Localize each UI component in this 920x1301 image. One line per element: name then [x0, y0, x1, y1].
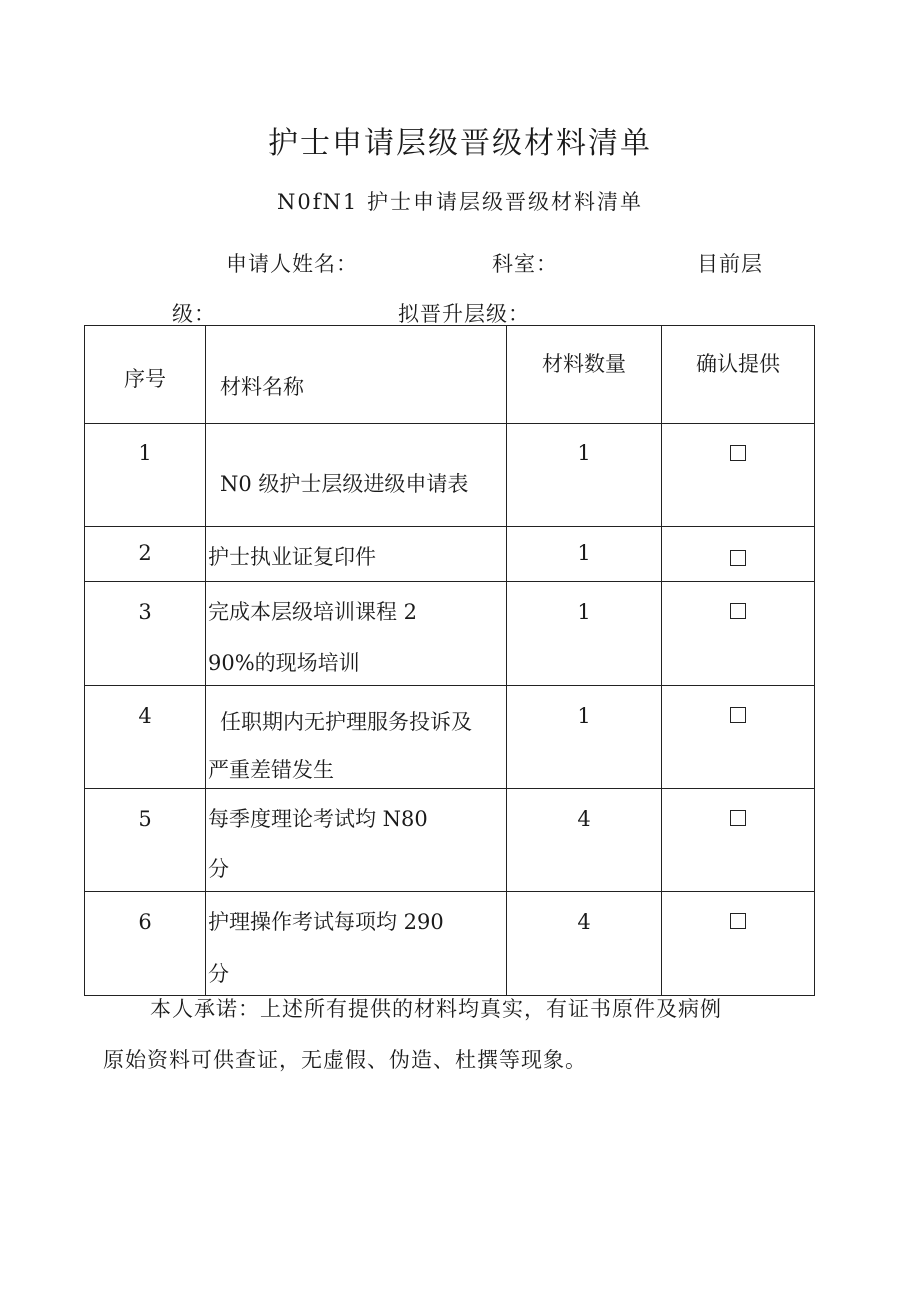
- row-qty: 1: [577, 704, 591, 728]
- table-row: [85, 424, 815, 527]
- table-row: [85, 892, 815, 996]
- table-row: [85, 527, 815, 582]
- row-qty-cell: [507, 686, 662, 789]
- row-no-cell: [85, 582, 206, 686]
- confirm-checkbox[interactable]: [730, 445, 746, 461]
- row-qty: 1: [577, 541, 591, 565]
- header-cell-name: [206, 326, 507, 424]
- row-confirm-cell: [662, 582, 815, 686]
- row-name-cell: [206, 789, 507, 892]
- commitment-line-1: 本人承诺：上述所有提供的材料均真实，有证书原件及病例: [150, 997, 722, 1021]
- row-no: 3: [138, 600, 152, 624]
- header-cell-confirm: [662, 326, 815, 424]
- row-name-line1: N0 级护士层级进级申请表: [220, 472, 469, 496]
- table-row: [85, 582, 815, 686]
- header-cell-no: [85, 326, 206, 424]
- confirm-checkbox[interactable]: [730, 810, 746, 826]
- row-qty-cell: [507, 582, 662, 686]
- row-no-cell: [85, 686, 206, 789]
- department-label: 科室：: [492, 252, 558, 276]
- row-no-cell: [85, 789, 206, 892]
- table-header-row: [85, 326, 815, 424]
- row-qty-cell: [507, 424, 662, 527]
- header-qty: 材料数量: [542, 352, 626, 376]
- row-name-cell: [206, 424, 507, 527]
- row-qty: 4: [577, 807, 591, 831]
- current-level-label-part1: 目前层: [697, 252, 763, 276]
- table-row: [85, 686, 815, 789]
- header-no: 序号: [124, 367, 166, 391]
- row-qty-cell: [507, 789, 662, 892]
- row-qty-cell: [507, 892, 662, 996]
- current-level-label-part2: 级：: [172, 302, 216, 326]
- row-name-line1: 任职期内无护理服务投诉及: [220, 710, 472, 734]
- row-no: 2: [138, 541, 152, 565]
- row-no: 4: [138, 704, 152, 728]
- row-qty: 4: [577, 910, 591, 934]
- materials-table: [84, 325, 815, 996]
- row-name-line1: 完成本层级培训课程 2: [208, 600, 418, 624]
- target-level-label: 拟晋升层级：: [398, 302, 530, 326]
- row-name-cell: [206, 582, 507, 686]
- header-cell-qty: [507, 326, 662, 424]
- commitment-line-2: 原始资料可供查证，无虚假、伪造、杜撰等现象。: [103, 1048, 587, 1072]
- confirm-checkbox[interactable]: [730, 550, 746, 566]
- row-no-cell: [85, 527, 206, 582]
- row-qty: 1: [577, 600, 591, 624]
- row-name-line1: 护士执业证复印件: [208, 545, 376, 569]
- confirm-checkbox[interactable]: [730, 913, 746, 929]
- row-name-line2: 严重差错发生: [208, 758, 334, 782]
- row-name-line2: 90%的现场培训: [208, 651, 360, 675]
- row-confirm-cell: [662, 424, 815, 527]
- row-no-cell: [85, 892, 206, 996]
- row-no: 1: [138, 441, 152, 465]
- row-name-cell: [206, 892, 507, 996]
- row-name-line2: 分: [208, 962, 229, 986]
- row-qty: 1: [577, 441, 591, 465]
- row-no: 5: [138, 807, 152, 831]
- header-confirm: 确认提供: [696, 352, 780, 376]
- row-qty-cell: [507, 527, 662, 582]
- row-name-line1: 每季度理论考试均 N80: [208, 807, 428, 831]
- document-title: 护士申请层级晋级材料清单: [268, 126, 652, 161]
- row-name-cell: [206, 686, 507, 789]
- confirm-checkbox[interactable]: [730, 603, 746, 619]
- confirm-checkbox[interactable]: [730, 707, 746, 723]
- row-confirm-cell: [662, 892, 815, 996]
- row-confirm-cell: [662, 789, 815, 892]
- header-name: 材料名称: [220, 375, 304, 399]
- row-no-cell: [85, 424, 206, 527]
- row-no: 6: [138, 910, 152, 934]
- row-confirm-cell: [662, 527, 815, 582]
- applicant-name-label: 申请人姓名：: [226, 252, 358, 276]
- row-name-line1: 护理操作考试每项均 290: [208, 910, 444, 934]
- row-name-line2: 分: [208, 857, 229, 881]
- document-subtitle: N0fN1 护士申请层级晋级材料清单: [277, 190, 643, 214]
- row-confirm-cell: [662, 686, 815, 789]
- row-name-cell: [206, 527, 507, 582]
- table-row: [85, 789, 815, 892]
